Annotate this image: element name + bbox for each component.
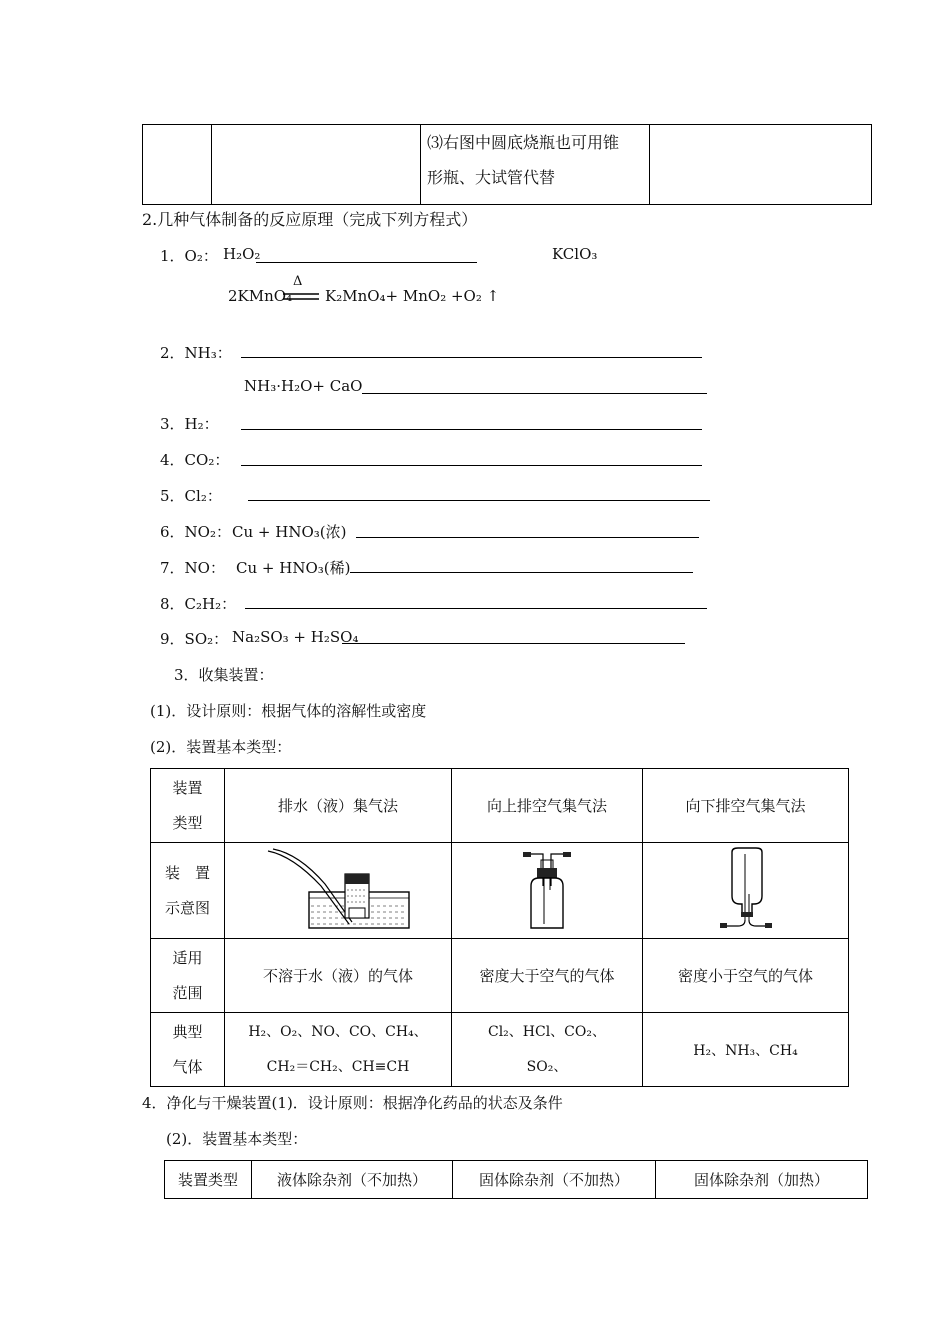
so2-answer-line[interactable] — [342, 643, 685, 644]
collection-table — [150, 768, 849, 1087]
kmno4-left: 2KMnO₄ — [228, 287, 293, 305]
cl2-label: 5．Cl₂： — [160, 487, 222, 505]
col1-scope: 不溶于水（液）的气体 — [225, 939, 452, 1013]
row-gas-label — [151, 1013, 225, 1087]
purif-col-type: 装置类型 — [165, 1161, 252, 1199]
row-diagram-label-1: 装 置 — [164, 863, 210, 882]
row-type-label-1: 装置 — [172, 778, 203, 797]
co2-answer-line[interactable] — [241, 465, 702, 466]
kmno4-delta: Δ — [293, 274, 303, 289]
nh3-answer-line[interactable] — [241, 357, 702, 358]
col3-scope: 密度小于空气的气体 — [643, 939, 849, 1013]
col2-type: 向上排空气集气法 — [452, 769, 643, 843]
section3-types-heading: (2)．装置基本类型： — [150, 738, 292, 756]
top-table-cell-4 — [650, 125, 872, 205]
water-displacement-diagram-cell — [225, 843, 452, 939]
upward-air-displacement-diagram-cell — [452, 843, 643, 939]
col2-gas-line1: Cl₂、HCl、CO₂、 — [487, 1023, 606, 1040]
nh3-label: 2．NH₃： — [160, 344, 232, 362]
no-reactants: Cu + HNO₃(稀) — [236, 559, 351, 577]
purif-col-solid-heat: 固体除杂剂（加热） — [656, 1161, 868, 1199]
top-table — [142, 124, 872, 205]
section2-heading: 2.几种气体制备的反应原理（完成下列方程式） — [142, 210, 478, 229]
row-scope-label — [151, 939, 225, 1013]
row-diagram-label-2: 示意图 — [164, 898, 210, 917]
no2-answer-line[interactable] — [356, 537, 699, 538]
top-table-note-line2: 形瓶、大试管代替 — [427, 168, 556, 187]
c2h2-answer-line[interactable] — [245, 608, 707, 609]
upward-air-bottle-icon — [517, 846, 577, 932]
o2-kclo3: KClO₃ — [552, 245, 598, 263]
downward-air-bottle-icon — [716, 846, 776, 932]
row-type-label — [151, 769, 225, 843]
section3-heading: 3．收集装置： — [174, 666, 274, 684]
no-label: 7．NO： — [160, 559, 225, 577]
top-table-note-cell — [421, 125, 650, 205]
so2-reactants: Na₂SO₃ + H₂SO₄ — [232, 628, 359, 646]
c2h2-label: 8．C₂H₂： — [160, 595, 237, 613]
section4-types-heading: (2)．装置基本类型： — [166, 1130, 308, 1148]
row-diagram-label — [151, 843, 225, 939]
purif-col-solid-noheat: 固体除杂剂（不加热） — [453, 1161, 656, 1199]
col3-gas: H₂、NH₃、CH₄ — [643, 1013, 849, 1087]
purification-table — [164, 1160, 868, 1199]
section4-heading: 4．净化与干燥装置(1)．设计原则：根据净化药品的状态及条件 — [142, 1094, 563, 1112]
col2-gas — [452, 1013, 643, 1087]
o2-h2o2-answer-line[interactable] — [256, 262, 477, 263]
nh3-sub: NH₃·H₂O+ CaO — [244, 377, 363, 395]
col1-type: 排水（液）集气法 — [225, 769, 452, 843]
so2-label: 9．SO₂： — [160, 630, 229, 648]
nh3-sub-answer-line[interactable] — [362, 393, 707, 394]
col3-type: 向下排空气集气法 — [643, 769, 849, 843]
col2-scope: 密度大于空气的气体 — [452, 939, 643, 1013]
col1-gas-line1: H₂、O₂、NO、CO、CH₄、 — [248, 1023, 428, 1040]
top-table-note-line1: ⑶右图中圆底烧瓶也可用锥 — [427, 133, 620, 152]
row-gas-label-1: 典型 — [172, 1022, 203, 1041]
no2-reactants: Cu + HNO₃(浓) — [232, 523, 347, 541]
col1-gas — [225, 1013, 452, 1087]
co2-label: 4．CO₂： — [160, 451, 230, 469]
o2-label: 1．O₂： — [160, 247, 218, 265]
section3-principle: (1)．设计原则：根据气体的溶解性或密度 — [150, 702, 427, 720]
h2-label: 3．H₂： — [160, 415, 219, 433]
kmno4-equals-sign — [283, 293, 319, 301]
top-table-cell-1 — [143, 125, 212, 205]
h2-answer-line[interactable] — [241, 429, 702, 430]
downward-air-displacement-diagram-cell — [643, 843, 849, 939]
kmno4-right: K₂MnO₄+ MnO₂ +O₂ ↑ — [325, 287, 500, 305]
row-gas-label-2: 气体 — [172, 1057, 203, 1076]
no-answer-line[interactable] — [350, 572, 693, 573]
purif-col-liquid: 液体除杂剂（不加热） — [252, 1161, 453, 1199]
o2-h2o2: H₂O₂ — [223, 245, 261, 263]
row-scope-label-1: 适用 — [172, 948, 203, 967]
top-table-cell-2 — [212, 125, 421, 205]
row-type-label-2: 类型 — [172, 813, 203, 832]
no2-label: 6．NO₂： — [160, 523, 231, 541]
water-displacement-apparatus-icon — [263, 846, 413, 932]
col2-gas-line2: SO₂、 — [526, 1058, 568, 1075]
cl2-answer-line[interactable] — [248, 500, 710, 501]
row-scope-label-2: 范围 — [172, 983, 203, 1002]
col1-gas-line2: CH₂＝CH₂、CH≡CH — [266, 1058, 410, 1075]
